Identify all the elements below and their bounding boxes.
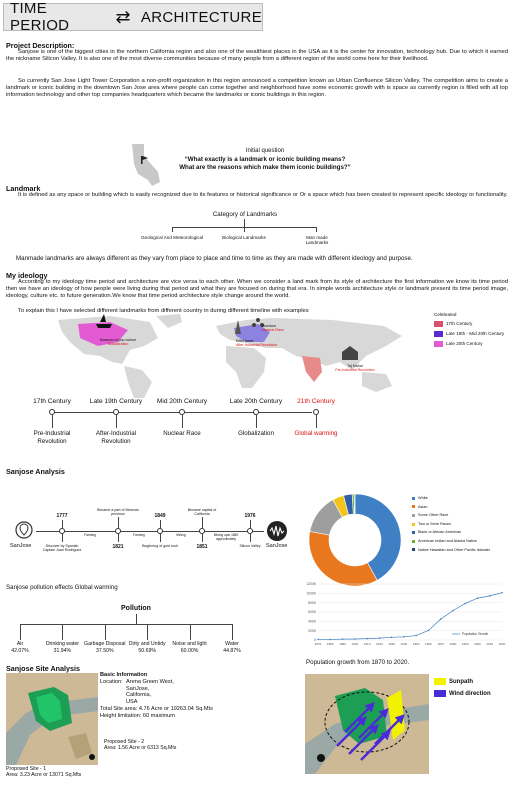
pollution-label: Air: [16, 641, 24, 647]
x-tick-label: 2000: [474, 642, 481, 646]
history-start-label: SanJose: [10, 543, 32, 549]
site-info-title: Basic Information: [100, 672, 148, 678]
category-tick-2: [244, 227, 245, 232]
x-tick-label: 1880: [326, 642, 334, 646]
ideology-paragraph: According to my ideology time period and architecture are vice versa to each other. When we consider a land mark from its style of architecture the first information we know its time period then we have an ideology of how people were living during that period and what they are focused on during that era. In simple words architecture style or landmark present its time period image, ideology, culture etc. to future generation.We know that time period architecture style change around the world.: [6, 279, 508, 300]
pollution-label: Garbage Disposal: [84, 641, 126, 647]
history-tick: [62, 520, 63, 528]
y-tick-label: 1000K: [306, 591, 316, 596]
ethnicity-donut-chart: [305, 490, 405, 590]
world-map: [40, 312, 430, 400]
x-tick-label: 1900: [351, 642, 359, 646]
population-point: [403, 636, 405, 638]
donut-legend-swatch: [412, 497, 415, 500]
wind-legend: Wind direction: [434, 688, 491, 700]
era-bottom-label: Globalization: [238, 430, 274, 437]
history-note-bottom: Silicon Valley: [239, 544, 261, 548]
legend-item-17th: 17th Century: [434, 321, 514, 327]
title-right: ARCHITECTURE: [140, 8, 262, 26]
x-tick-label: 1940: [400, 642, 408, 646]
donut-legend-item: [412, 513, 512, 518]
population-point: [317, 639, 319, 641]
pollution-tick: [62, 624, 63, 640]
title-left: TIME PERIOD: [10, 0, 70, 34]
map-legend: [434, 312, 514, 347]
ideology-examples-intro: To explain this I have selected different landmarks from different country in during different timeline with examples: [18, 308, 309, 314]
y-tick-label: 600K: [308, 610, 316, 615]
question-label: Initial question: [245, 148, 285, 154]
era-connector: [256, 415, 257, 428]
population-line-chart: [300, 578, 508, 654]
donut-legend-label: Asian: [418, 504, 428, 509]
donut-legend-item: [412, 505, 512, 510]
population-point: [464, 603, 466, 605]
era-top-label: 21th Century: [297, 398, 335, 405]
x-tick-label: 2020: [498, 642, 506, 646]
wind-swatch: [434, 690, 446, 697]
legend-item-19th: Late 19th - Mid 20th Century: [434, 331, 514, 337]
donut-legend-swatch: [412, 514, 415, 517]
legend-swatch: [434, 341, 443, 347]
era-top-label: Mid 20th Century: [156, 398, 208, 405]
y-tick-label: 400K: [308, 619, 316, 624]
population-point: [329, 639, 331, 641]
era-bottom-label: Nuclear Race: [163, 430, 201, 437]
legend-title: Celebrated: [434, 312, 457, 317]
donut-legend-label: Two or More Races: [418, 521, 451, 526]
sunpath-legend: Sunpath: [434, 676, 491, 688]
pollution-label: Dirty and Untidy: [128, 641, 166, 647]
era-bottom-label: Pre-Industrial Revolution: [33, 430, 71, 445]
history-connector-label: Mining upto 1850 approximately: [213, 533, 239, 542]
history-year-top: 1849: [154, 513, 166, 519]
sunpath-swatch: [434, 678, 446, 685]
history-year-bottom: 1821: [112, 544, 124, 550]
pollution-tick: [190, 624, 191, 640]
history-tick: [160, 520, 161, 528]
site-height-limit: Height limitation: 60 maximum: [100, 712, 175, 719]
pollution-tick: [147, 624, 148, 640]
category-biological: Biological Landmarks: [222, 235, 266, 240]
history-year-top: 1976: [244, 513, 256, 519]
donut-legend-item: [412, 522, 512, 527]
population-point: [415, 635, 417, 637]
x-tick-label: 2010: [486, 642, 494, 646]
donut-legend-swatch: [412, 505, 415, 508]
pollution-value: 31.94%: [53, 648, 72, 654]
era-top-label: Late 19th Century: [89, 398, 143, 405]
history-connector-label: Farming: [84, 533, 96, 537]
population-point: [354, 638, 356, 640]
x-tick-label: 1910: [363, 642, 371, 646]
sanjose-heading: Sanjose Analysis: [6, 467, 65, 476]
ideology-heading: My ideology: [6, 271, 48, 280]
proposed-site-2: Proposed Site - 2 Area: 1.56 Acre or 6313 Sq.Mts: [104, 739, 177, 752]
category-tick-1: [172, 227, 173, 232]
population-point: [428, 630, 430, 632]
history-note-top: Became capital of California: [187, 508, 217, 517]
site-basic-info: [100, 672, 305, 720]
history-note-bottom: Beginning of gold rush: [142, 544, 178, 548]
population-point: [440, 618, 442, 620]
pollution-value: 42.07%: [11, 648, 29, 654]
site-heading: Sanjose Site Analysis: [6, 664, 81, 673]
x-tick-label: 1950: [412, 642, 420, 646]
history-tick: [250, 534, 251, 542]
donut-legend-swatch: [412, 540, 415, 543]
landmark-heading: Landmark: [6, 184, 41, 193]
climate-legend: [434, 676, 491, 700]
landmark-definition: It is defined as any space or building which is easily recognized due to its features or historical significance or Or a space which has been created to represent specific ideology or functionality.: [18, 192, 508, 198]
site-total-area: Total Site area: 4.76 Acre or 19263.04 Sq.Mts: [100, 705, 213, 712]
donut-legend-label: Black or African American: [418, 530, 462, 535]
donut-legend-label: White: [418, 496, 428, 500]
manmade-note: Manmade landmarks are always different as they vary from place to place and time to time as they are made with different ideology and purpose.: [16, 255, 413, 262]
population-point: [452, 610, 454, 612]
pollution-value: 44.87%: [223, 648, 241, 654]
category-title: Category of Landmarks: [212, 211, 278, 218]
site-location-lines: Arena Green West, SanJose, California, USA: [126, 678, 174, 706]
series-legend-label: Population Growth: [462, 632, 489, 636]
donut-legend-label: Some Other Race: [418, 513, 449, 518]
project-paragraph-2: So currently San Jose Light Tower Corporation a non-profit organization in this region announced a competition known as Urban Confluence Silicon Valley. The competition aims to create a landmark or iconic building in the downtown San Jose area where people can come together and neighborhood have some economic growth with is space as currently region is filled with all top information technology and other top companies headquarters which became the landmarks or iconic buildings in this region.: [6, 78, 508, 99]
population-point: [379, 637, 381, 639]
pollution-value: 60.00%: [180, 648, 199, 654]
map-label-taj-mahal: Taj Mahal Pre-Industrial Revolution: [335, 364, 375, 373]
category-manmade: Man made Landmarks: [305, 235, 329, 246]
map-label-museum: Museum of pop culture Globalization: [99, 338, 137, 347]
x-tick-label: 1960: [425, 642, 432, 646]
history-year-bottom: 1851: [196, 544, 208, 550]
donut-legend-swatch: [412, 531, 415, 534]
question-line-1: “What exactly is a landmark or iconic building means?: [184, 156, 346, 163]
x-tick-label: 1890: [339, 642, 346, 646]
initial-question: [130, 156, 400, 172]
y-tick-label: 0: [314, 638, 316, 643]
era-connector: [52, 415, 53, 428]
pollution-tick: [105, 624, 106, 640]
era-connector: [116, 415, 117, 428]
population-point: [477, 597, 479, 599]
pollution-tick: [20, 624, 21, 640]
history-year-top: 1777: [56, 513, 68, 519]
pollution-branch: [20, 624, 232, 625]
population-caption: Population growth from 1870 to 2020.: [306, 659, 410, 666]
pollution-tick: [232, 624, 233, 640]
donut-legend-swatch: [412, 523, 415, 526]
history-tick: [202, 517, 203, 528]
population-point: [489, 595, 491, 597]
category-geological: Geological And Meteorological: [140, 235, 204, 240]
exchange-arrows-icon: ⇄: [115, 6, 131, 27]
location-pin-icon: [14, 520, 34, 542]
site-aerial-map: [6, 673, 98, 765]
category-tick-3: [316, 227, 317, 232]
history-note-top: Became a part of Mexican province: [97, 508, 139, 517]
pollution-value: 50.69%: [138, 648, 156, 654]
y-tick-label: 800K: [308, 600, 316, 605]
history-tick: [118, 534, 119, 542]
pollution-label: Drinking water: [45, 641, 79, 647]
map-label-eiffel: Eiffel tower After-Industrial Revolution: [236, 339, 278, 348]
donut-legend-item: [412, 548, 512, 553]
donut-legend-item: [412, 496, 512, 501]
population-point: [342, 638, 344, 640]
legend-swatch: [434, 321, 443, 327]
pollution-caption: Sanjose pollution effects Global warming: [6, 584, 118, 591]
population-point: [366, 638, 368, 640]
era-bottom-label: Global warming: [294, 430, 338, 437]
project-paragraph-1: Sanjose is one of the biggest cities in the northern California region and also one of the wealthiest places in the USA as it is the center for innovation, technology hub. Due to which it earned the nickname Silicon Valley. It is also one of the most diverse communities because of many people from a different region of the world come here for their livelihood.: [6, 49, 508, 63]
history-end-label: SanJose: [266, 543, 288, 549]
donut-legend-item: [412, 539, 512, 544]
x-tick-label: 1980: [449, 642, 457, 646]
legend-swatch: [434, 331, 443, 337]
pollution-value: 37.50%: [95, 648, 114, 654]
history-tick: [250, 520, 251, 528]
ethnicity-legend: [412, 496, 512, 556]
question-line-2: What are the reasons which make them iconic buildings?”: [179, 164, 351, 171]
proposed-site-1: Proposed Site - 1 Area: 3.23 Acre or 13071 Sq.Mts: [6, 766, 82, 779]
era-top-label: 17th Century: [33, 398, 71, 405]
donut-legend-label: Native Hawaiian and Other Pacific Islander: [418, 547, 491, 552]
history-tick: [202, 534, 203, 542]
era-connector: [316, 415, 317, 428]
x-tick-label: 1870: [314, 642, 322, 646]
pollution-label: Noise and light: [172, 641, 207, 647]
x-tick-label: 1970: [437, 642, 445, 646]
x-tick-label: 1930: [388, 642, 395, 646]
history-axis: [36, 531, 264, 532]
era-bottom-label: After-Industrial Revolution: [95, 430, 137, 445]
site-climate-map: [305, 674, 429, 774]
history-tick: [118, 517, 119, 528]
page-title: [3, 0, 263, 34]
site-location: Location: Arena Green West, SanJose, California, USA: [100, 678, 174, 706]
project-heading: Project Description:: [6, 41, 75, 50]
pollution-title: Pollution: [121, 605, 151, 612]
x-tick-label: 1990: [461, 642, 469, 646]
era-connector: [182, 415, 183, 428]
signal-wave-icon: [266, 520, 288, 542]
population-point: [391, 637, 393, 639]
history-connector-label: Mining: [176, 533, 186, 537]
y-tick-label: 200K: [308, 628, 316, 633]
category-connector: [244, 219, 245, 227]
legend-item-20th: Late 20th Century: [434, 341, 514, 347]
history-tick: [160, 534, 161, 542]
donut-legend-item: [412, 530, 512, 535]
donut-legend-swatch: [412, 548, 415, 551]
history-connector-label: Farming: [133, 533, 145, 537]
history-tick: [62, 534, 63, 542]
x-tick-label: 1920: [375, 642, 383, 646]
y-tick-label: 1200K: [306, 582, 316, 587]
pollution-connector: [136, 614, 137, 624]
population-point: [501, 592, 503, 594]
pollution-label: Water: [225, 641, 239, 647]
history-note-bottom: Discover by Spanish Captain Juan Rodriguez: [42, 544, 82, 553]
donut-legend-label: American Indian and Alaska Native: [418, 538, 477, 543]
era-top-label: Late 20th Century: [229, 398, 283, 405]
map-label-atomium: Atomium Nuclear Race: [262, 324, 284, 333]
donut-slice: [354, 494, 355, 514]
